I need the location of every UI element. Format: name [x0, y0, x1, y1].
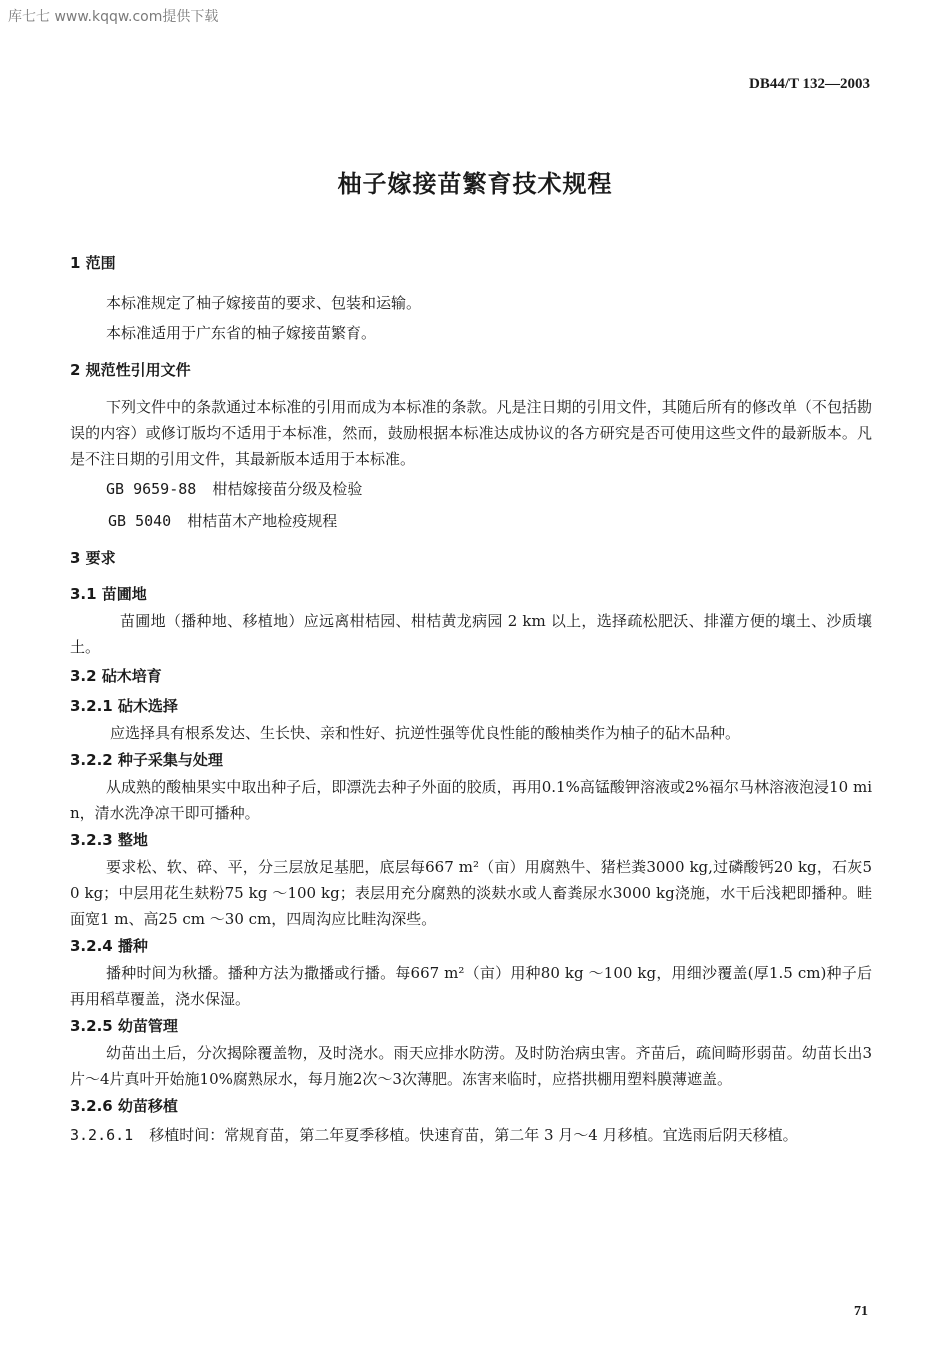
section-3-2-2-heading: 3.2.2 种子采集与处理: [70, 751, 223, 769]
reference-name: 柑桔嫁接苗分级及检验: [212, 480, 363, 498]
section-3-2-2-para: 从成熟的酸柚果实中取出种子后，即漂洗去种子外面的胶质，再用0.1%高锰酸钾溶液或2%福尔马林溶液泡浸10 min，清水洗净凉干即可播种。: [70, 778, 872, 822]
section-3-2-5-para: 幼苗出土后，分次揭除覆盖物，及时浇水。雨天应排水防涝。及时防治病虫害。齐苗后，疏间畸形弱苗。幼苗长出3片～4片真叶开始施10%腐熟尿水，每月施2次～3次薄肥。冻害来临时，应搭拱棚用塑料膜薄遮盖。: [70, 1044, 872, 1088]
reference-code: GB 5040: [108, 512, 172, 530]
reference-item: [70, 476, 872, 502]
reference-item: [70, 508, 872, 534]
section-3-2-5-heading: 3.2.5 幼苗管理: [70, 1017, 178, 1035]
section-2-para-1: 下列文件中的条款通过本标准的引用而成为本标准的条款。凡是注日期的引用文件，其随后所有的修改单（不包括勘误的内容）或修订版均不适用于本标准，然而，鼓励根据本标准达成协议的各方研究是否可使用这些文件的最新版本。凡是不注日期的引用文件，其最新版本适用于本标准。: [70, 398, 872, 468]
section-3-2-1-para: 应选择具有根系发达、生长快、亲和性好、抗逆性强等优良性能的酸柚类作为柚子的砧木品种。: [110, 724, 741, 742]
document-title: 柚子嫁接苗繁育技术规程: [337, 170, 613, 198]
section-3-2-6-1-para: [70, 1122, 872, 1148]
section-3-2-3-heading: 3.2.3 整地: [70, 831, 148, 849]
section-1-heading: 1 范围: [70, 254, 116, 272]
section-3-2-1-heading: 3.2.1 砧木选择: [70, 697, 178, 715]
section-3-2-3-para: 要求松、软、碎、平，分三层放足基肥，底层每667 m²（亩）用腐熟牛、猪栏粪3000 kg,过磷酸钙20 kg，石灰50 kg；中层用花生麸粉75 kg ～100 kg；表层用充分腐熟的淡麸水或人畜粪尿水3000 kg浇施，水干后浅耙即播种。畦面宽1 m、高25 cm ～30 cm，四周沟应比畦沟深些。: [70, 858, 872, 928]
section-3-2-4-heading: 3.2.4 播种: [70, 937, 148, 955]
section-3-1-heading: 3.1 苗圃地: [70, 585, 147, 603]
section-3-2-6-heading: 3.2.6 幼苗移植: [70, 1097, 178, 1115]
reference-name: 柑桔苗木产地检疫规程: [187, 512, 338, 530]
section-3-2-heading: 3.2 砧木培育: [70, 667, 162, 685]
section-1-para-1: 本标准规定了柚子嫁接苗的要求、包装和运输。: [106, 294, 422, 312]
section-3-heading: 3 要求: [70, 549, 116, 567]
watermark-text: 库七七 www.kqqw.com提供下载: [8, 9, 219, 25]
section-3-1-para: 苗圃地（播种地、移植地）应远离柑桔园、柑桔黄龙病园 2 km 以上，选择疏松肥沃、排灌方便的壤土、沙质壤土。: [70, 612, 872, 656]
standard-code: DB44/T 132—2003: [749, 76, 870, 92]
section-3-2-4-para: 播种时间为秋播。播种方法为撒播或行播。每667 m²（亩）用种80 kg ～100 kg，用细沙覆盖(厚1.5 cm)种子后再用稻草覆盖，浇水保湿。: [70, 964, 872, 1008]
page-number: 71: [854, 1304, 868, 1319]
section-1-para-2: 本标准适用于广东省的柚子嫁接苗繁育。: [106, 324, 377, 342]
section-2-heading: 2 规范性引用文件: [70, 361, 191, 379]
clause-text: 移植时间：常规育苗，第二年夏季移植。快速育苗，第二年 3 月～4 月移植。宜选雨后阴天移植。: [149, 1126, 798, 1144]
document-body: [70, 250, 872, 1148]
clause-number: 3.2.6.1: [70, 1126, 134, 1144]
reference-code: GB 9659-88: [106, 480, 197, 498]
